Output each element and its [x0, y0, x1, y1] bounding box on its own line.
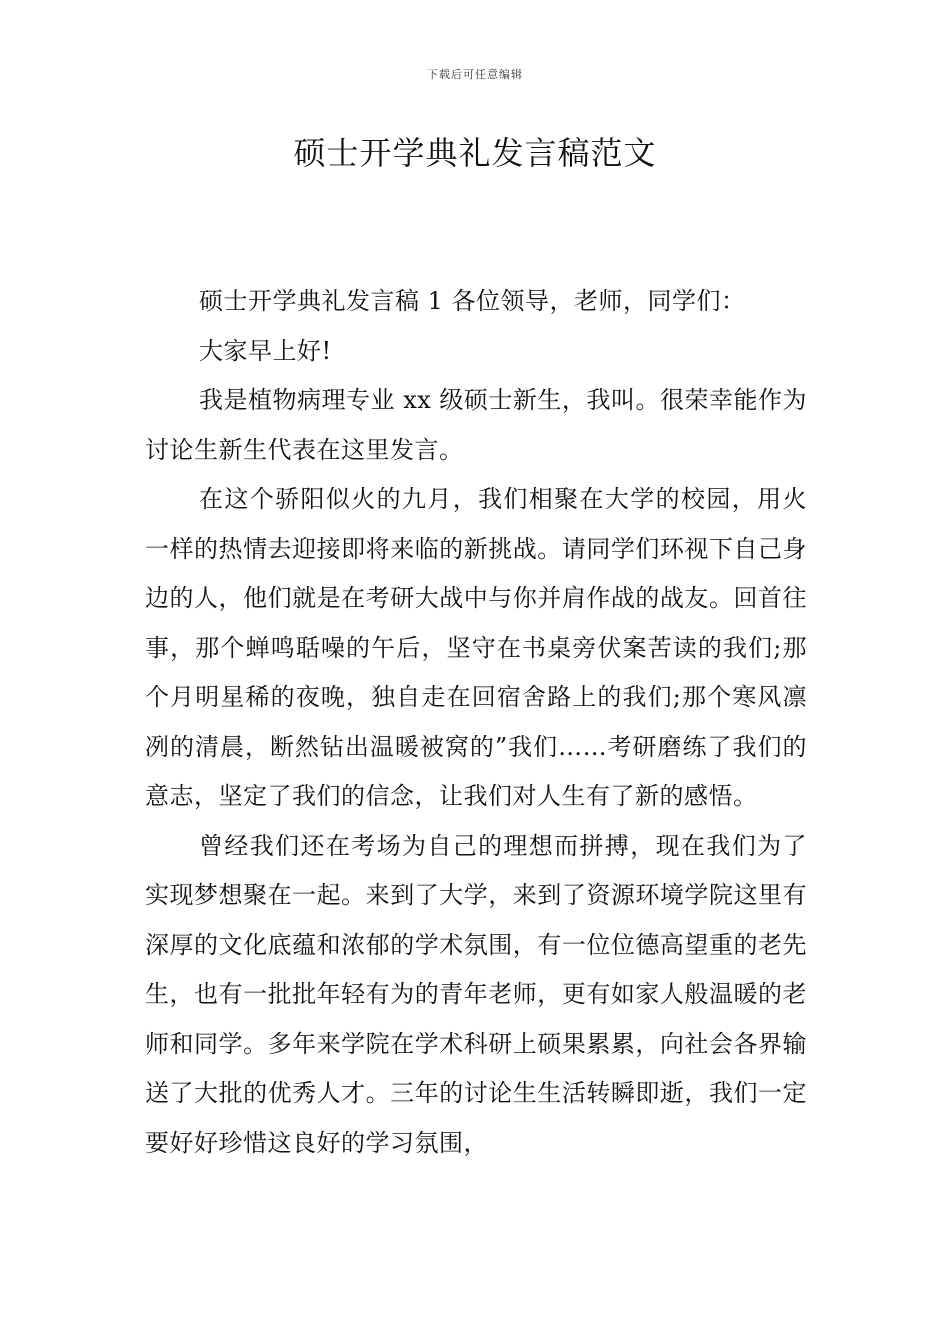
document-body	[145, 277, 807, 1168]
paragraph-introduction: 我是植物病理专业 xx 级硕士新生，我叫。很荣幸能作为讨论生新生代表在这里发言。	[145, 386, 807, 464]
paragraph-greeting: 硕士开学典礼发言稿 1 各位领导，老师，同学们：	[199, 287, 746, 315]
header-note: 下载后可任意编辑	[427, 68, 523, 81]
document-title: 硕士开学典礼发言稿范文	[293, 134, 657, 172]
paragraph-september: 在这个骄阳似火的九月，我们相聚在大学的校园，用火一样的热情去迎接即将来临的新挑战。请同学们环视下自己身边的人，他们就是在考研大战中与你并肩作战的战友。回首往事，那个蝉鸣聒噪的午后，坚守在书桌旁伏案苦读的我们;那个月明星稀的夜晚，独自走在回宿舍路上的我们;那个寒风凛冽的清晨，断然钻出温暖被窝的”我们……考研磨练了我们的意志，坚定了我们的信念，让我们对人生有了新的感悟。	[145, 485, 807, 810]
paragraph-good-morning: 大家早上好!	[199, 336, 332, 365]
paragraph-college: 曾经我们还在考场为自己的理想而拼搏，现在我们为了实现梦想聚在一起。来到了大学，来到了资源环境学院这里有深厚的文化底蕴和浓郁的学术氛围，有一位位德高望重的老先生，也有一批批年轻有为的青年老师，更有如家人般温暖的老师和同学。多年来学院在学术科研上硕果累累，向社会各界输送了大批的优秀人才。三年的讨论生生活转瞬即逝，我们一定要好好珍惜这良好的学习氛围，	[145, 831, 807, 1157]
